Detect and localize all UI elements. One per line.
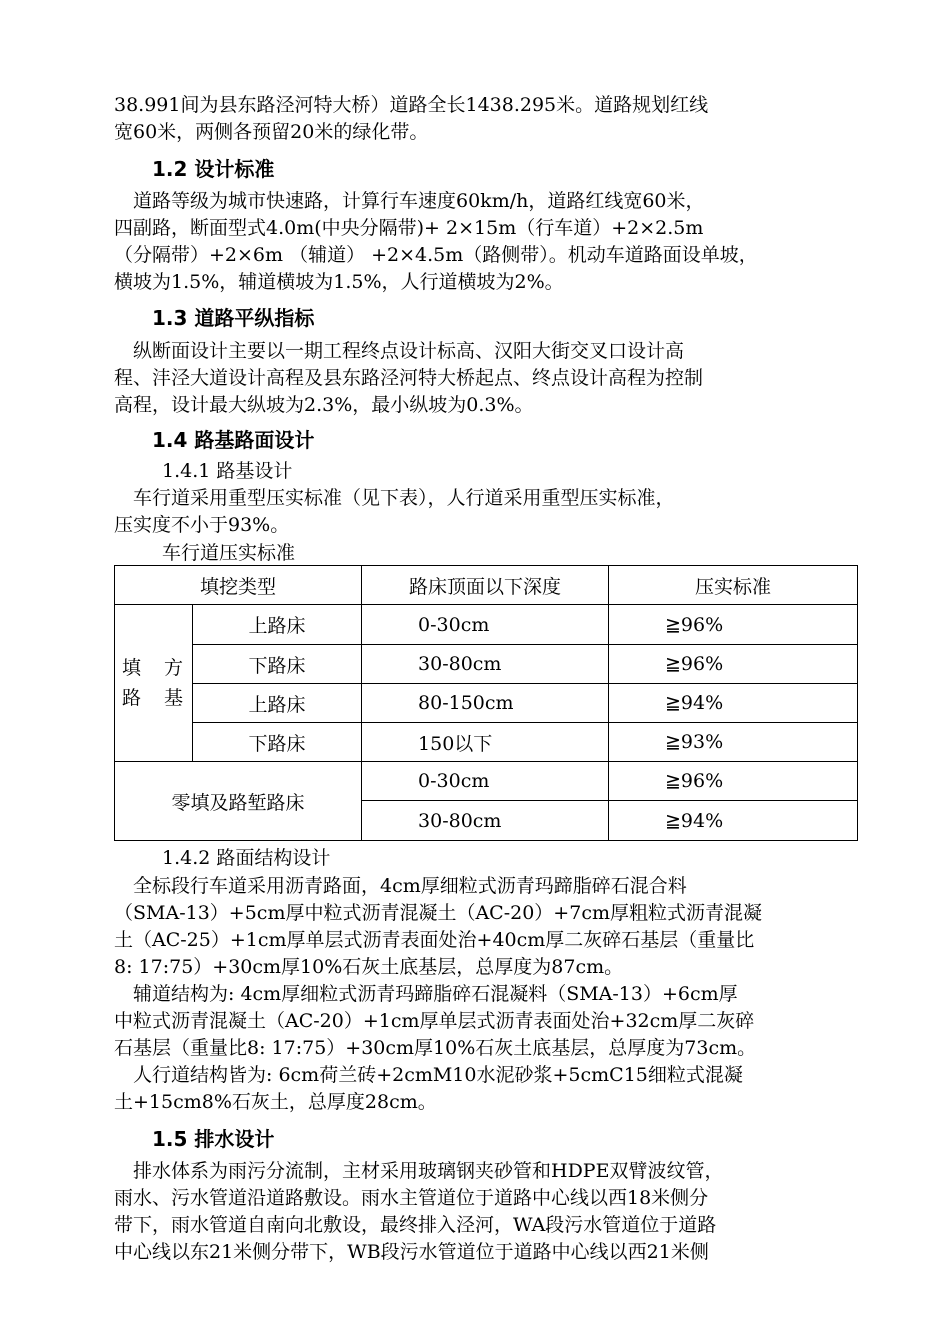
depth-cell: 80-150cm [362,684,609,723]
paragraph-line: 石基层（重量比8: 17:75）+30cm厚10%石灰土底基层，总厚度为73cm。 [114,1037,757,1059]
fill-label-line-2: 路 基 [121,687,185,709]
subsection-heading-1-4-1: 1.4.1 路基设计 [162,460,293,482]
table-row [115,723,858,762]
table-row [115,684,858,723]
standard-cell: ≧96% [609,645,858,684]
section-heading-1-5: 1.5 排水设计 [152,1127,275,1151]
paragraph-line: （SMA-13）+5cm厚中粒式沥青混凝土（AC-20）+7cm厚粗粒式沥青混凝 [114,902,762,924]
paragraph-line: （分隔带）+2×6m （辅道） +2×4.5m（路侧带）。机动车道路面设单坡， [114,244,758,266]
cut-subgrade-cell: 零填及路堑路床 [115,762,362,841]
section-heading-1-2: 1.2 设计标准 [152,157,275,181]
compaction-standard-table [114,565,858,841]
intro-line-1: 38.991间为县东路泾河特大桥）道路全长1438.295米。道路规划红线 [114,94,709,116]
subgrade-layer-cell: 下路床 [193,723,362,762]
depth-cell: 150以下 [362,723,609,762]
standard-cell: ≧94% [609,684,858,723]
standard-cell: ≧96% [609,605,858,645]
paragraph-line: 辅道结构为: 4cm厚细粒式沥青玛蹄脂碎石混凝料（SMA-13）+6cm厚 [114,983,738,1005]
subgrade-layer-cell: 上路床 [193,605,362,645]
depth-cell: 0-30cm [362,605,609,645]
paragraph-line: 全标段行车道采用沥青路面，4cm厚细粒式沥青玛蹄脂碎石混合料 [114,875,687,897]
paragraph-line: 程、沣泾大道设计高程及县东路泾河特大桥起点、终点设计高程为控制 [114,367,704,389]
paragraph-line: 排水体系为雨污分流制，主材采用玻璃钢夹砂管和HDPE双臂波纹管， [114,1160,724,1182]
standard-cell: ≧94% [609,801,858,841]
depth-cell: 30-80cm [362,801,609,841]
paragraph-line: 压实度不小于93%。 [114,514,290,536]
paragraph-line: 横坡为1.5%，辅道横坡为1.5%，人行道横坡为2%。 [114,271,564,293]
paragraph-line: 中心线以东21米侧分带下，WB段污水管道位于道路中心线以西21米侧 [114,1241,709,1263]
standard-cell: ≧93% [609,723,858,762]
paragraph-line: 带下，雨水管道自南向北敷设，最终排入泾河，WA段污水管道位于道路 [114,1214,717,1236]
subgrade-layer-cell: 下路床 [193,645,362,684]
table-header-row [115,566,858,605]
paragraph-line: 中粒式沥青混凝土（AC-20）+1cm厚单层式沥青表面处治+32cm厚二灰碎 [114,1010,755,1032]
table-row [115,762,858,801]
paragraph-line: 道路等级为城市快速路，计算行车速度60km/h，道路红线宽60米， [114,190,705,212]
section-heading-1-4: 1.4 路基路面设计 [152,428,315,452]
header-depth: 路床顶面以下深度 [362,566,609,605]
table-caption: 车行道压实标准 [162,542,296,564]
paragraph-line: 雨水、污水管道沿道路敷设。雨水主管道位于道路中心线以西18米侧分 [114,1187,709,1209]
paragraph-line: 车行道采用重型压实标准（见下表），人行道采用重型压实标准， [114,487,675,509]
table-row [115,605,858,645]
subgrade-layer-cell: 上路床 [193,684,362,723]
depth-cell: 30-80cm [362,645,609,684]
section-heading-1-3: 1.3 道路平纵指标 [152,306,315,330]
standard-cell: ≧96% [609,762,858,801]
header-compaction-standard: 压实标准 [609,566,858,605]
paragraph-line: 土（AC-25）+1cm厚单层式沥青表面处治+40cm厚二灰碎石基层（重量比 [114,929,755,951]
subsection-heading-1-4-2: 1.4.2 路面结构设计 [162,847,331,869]
paragraph-line: 四副路，断面型式4.0m(中央分隔带)+ 2×15m（行车道）+2×2.5m [114,217,704,239]
paragraph-line: 土+15cm8%石灰土，总厚度28cm。 [114,1091,437,1113]
depth-cell: 0-30cm [362,762,609,801]
fill-subgrade-cell [115,605,193,762]
paragraph-line: 8: 17:75）+30cm厚10%石灰土底基层，总厚度为87cm。 [114,956,624,978]
table-row [115,645,858,684]
paragraph-line: 纵断面设计主要以一期工程终点设计标高、汉阳大街交叉口设计高 [114,340,685,362]
header-fill-cut-type: 填挖类型 [115,566,362,605]
fill-label-line-1: 填 方 [121,657,185,679]
paragraph-line: 高程，设计最大纵坡为2.3%，最小纵坡为0.3%。 [114,394,534,416]
paragraph-line: 人行道结构皆为: 6cm荷兰砖+2cmM10水泥砂浆+5cmC15细粒式混凝 [114,1064,743,1086]
intro-line-2: 宽60米，两侧各预留20米的绿化带。 [114,121,429,143]
